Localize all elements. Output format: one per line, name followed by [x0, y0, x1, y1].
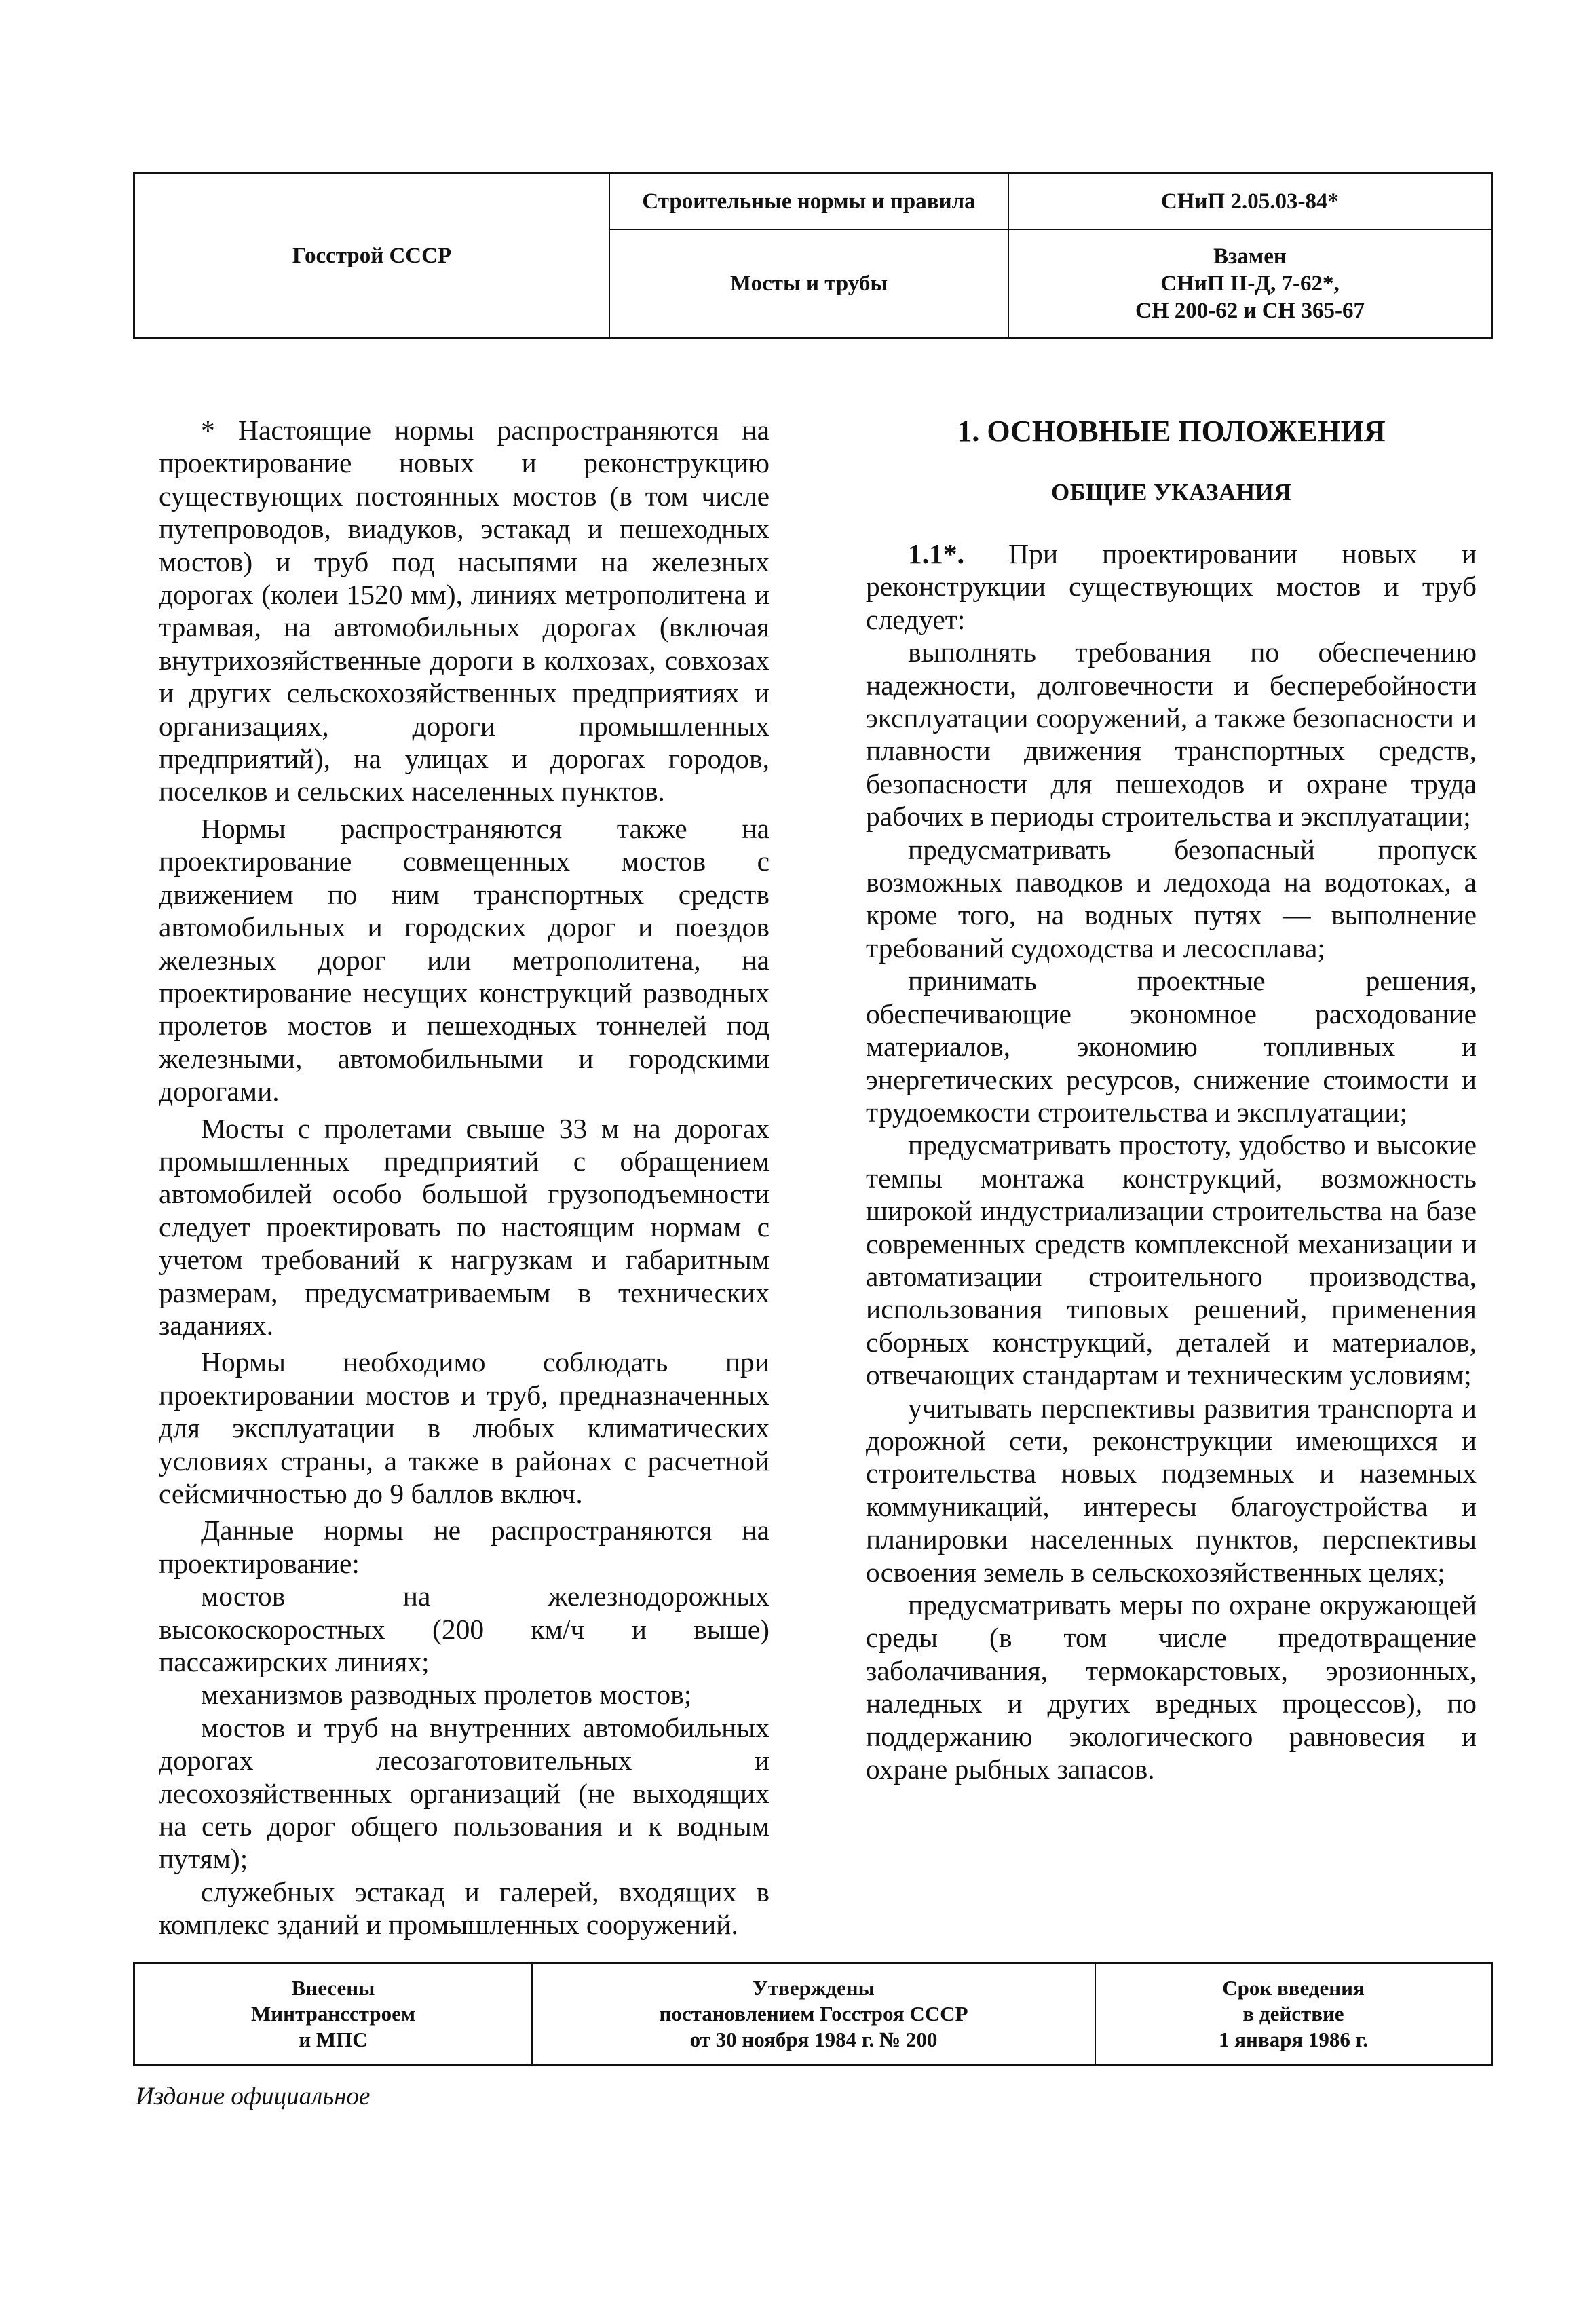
scope-paragraph: * Настоящие нормы распространяются на проектирование новых и реконструкцию существующих постоянных мостов (в том числе путепроводов, виадуков, эстакад и пешеходных мостов) и труб под насыпями на железных дорогах (колеи 1520 мм), линиях метрополитена и трамвая, на автомобильных дорогах (включая внутрихозяйственные дороги в колхозах, совхозах и других сельскохозяйственных предприятиях и организациях, дороги промышленных предприятий), на улицах и дорогах городов, поселков и сельских населенных пунктов. [159, 415, 770, 808]
organization-name: Госстрой СССР [292, 244, 452, 268]
header-table [133, 172, 1493, 339]
scope-paragraph: Нормы необходимо соблюдать при проектировании мостов и труб, предназначенных для эксплуатации в любых климатических условиях страны, а также в районах с расчетной сейсмичностью до 9 баллов включ. [159, 1346, 770, 1509]
approved-line: постановлением Госстроя СССР [659, 2002, 968, 2026]
section-title: 1. ОСНОВНЫЕ ПОЛОЖЕНИЯ [957, 415, 1386, 448]
introduced-line: Внесены [291, 1976, 375, 2000]
replaces-line: СНиП II-Д, 7-62*, [1160, 271, 1340, 296]
clause-intro-text: При проектировании новых и реконструкции существующих мостов и труб следует: [866, 538, 1477, 635]
requirement-item: предусматривать меры по охране окружающей среды (в том числе предотвращение заболачивания, термокарстовых, эрозионных, наледных и других вредных процессов), по поддержанию экологического равновесия и охране рыбных запасов. [866, 1589, 1477, 1785]
exclusion-item: мостов на железнодорожных высокоскоростных (200 км/ч и выше) пассажирских линиях; [159, 1580, 770, 1678]
approved-line: от 30 ноября 1984 г. № 200 [689, 2028, 938, 2051]
requirement-item: учитывать перспективы развития транспорта и дорожной сети, реконструкции имеющихся и строительства новых подземных и наземных коммуникаций, интересы благоустройства и планировки населенных пунктов, перспективы освоения земель в сельскохозяйственных целях; [866, 1392, 1477, 1588]
clause-intro [866, 537, 1477, 636]
requirement-item: предусматривать безопасный пропуск возможных паводков и ледохода на водотоках, а кроме того, на водных путях — выполнение требований судоходства и лесосплава; [866, 833, 1477, 964]
right-column [866, 414, 1477, 1785]
document-type: Строительные нормы и правила [642, 189, 976, 214]
effective-date [1096, 1964, 1491, 2064]
scope-paragraph: Мосты с пролетами свыше 33 м на дорогах промышленных предприятий с обращением автомобилей особо большой грузоподъемности следует проектировать по настоящим нормам с учетом требований к нагрузкам и габаритным размерам, предусматриваемым в технических заданиях. [159, 1112, 770, 1341]
requirement-item: принимать проектные решения, обеспечивающие экономное расходование материалов, экономию топливных и энергетических ресурсов, снижение стоимости и трудоемкости строительства и эксплуатации; [866, 965, 1477, 1128]
left-column [159, 414, 770, 1941]
exclusion-item: служебных эстакад и галерей, входящих в комплекс зданий и промышленных сооружений. [159, 1876, 770, 1941]
exclusion-item: мостов и труб на внутренних автомобильных дорогах лесозаготовительных и лесохозяйственных организаций (не выходящих на сеть дорог общего пользования и к водным путям); [159, 1711, 770, 1875]
approved-line: Утверждены [753, 1976, 875, 2000]
requirement-item: выполнять требования по обеспечению надежности, долговечности и бесперебойности эксплуатации сооружений, а также безопасности и плавности движения транспортных средств, безопасности для пешеходов и охране труда рабочих в периоды строительства и эксплуатации; [866, 636, 1477, 833]
edition-note: Издание официальное [136, 2083, 370, 2110]
approved-by [533, 1964, 1095, 2064]
subsection-title: ОБЩИЕ УКАЗАНИЯ [1050, 479, 1292, 506]
replaces-label: Взамен [1213, 244, 1287, 269]
scope-paragraph: Нормы распространяются также на проектирование совмещенных мостов с движением по ним транспортных средств автомобильных и городских дорог и поездов железных дорог или метрополитена, на проектирование несущих конструкций разводных пролетов мостов и пешеходных тоннелей под железными, автомобильными и городскими дорогами. [159, 812, 770, 1107]
introduced-by [135, 1964, 531, 2064]
footer-table [133, 1962, 1493, 2066]
introduced-line: и МПС [299, 2028, 368, 2051]
exclusion-item: механизмов разводных пролетов мостов; [201, 1679, 692, 1711]
scope-paragraph: Данные нормы не распространяются на проектирование: [159, 1515, 770, 1579]
effective-line: в действие [1242, 2002, 1344, 2026]
effective-line: 1 января 1986 г. [1219, 2028, 1368, 2051]
replaces-block [1009, 230, 1491, 337]
effective-line: Срок введения [1222, 1976, 1365, 2000]
document-title: Мосты и трубы [729, 271, 888, 296]
document-code: СНиП 2.05.03-84* [1161, 189, 1339, 214]
introduced-line: Минтрансстроем [251, 2002, 415, 2026]
clause-number: 1.1*. [908, 538, 964, 569]
requirement-item: предусматривать простоту, удобство и высокие темпы монтажа конструкций, возможность широкой индустриализации строительства на базе современных средств комплексной механизации и автоматизации строительного производства, использования типовых решений, применения сборных конструкций, деталей и материалов, отвечающих стандартам и техническим условиям; [866, 1129, 1477, 1391]
replaces-line: СН 200-62 и СН 365-67 [1135, 299, 1365, 323]
